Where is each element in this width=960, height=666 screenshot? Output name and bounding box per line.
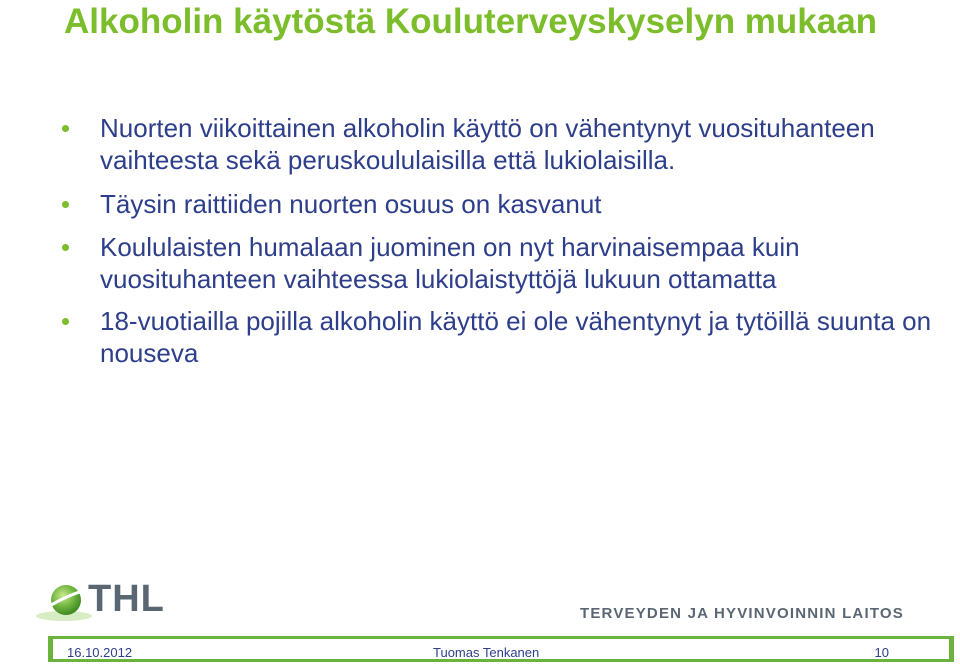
bullet-dot-icon [62, 125, 69, 132]
bullet-dot-icon [62, 201, 69, 208]
page-number: 10 [874, 645, 889, 660]
bullet-text: Nuorten viikoittainen alkoholin käyttö on vähentynyt vuosituhanteen vaihteesta sekä peruskoululaisilla että lukiolaisilla. [100, 113, 875, 175]
footer-bar [48, 636, 954, 662]
organization-name: TERVEYDEN JA HYVINVOINNIN LAITOS [579, 605, 904, 622]
slide-title: Alkoholin käytöstä Kouluterveyskyselyn mukaan [64, 2, 878, 41]
bullet-text: 18-vuotiailla pojilla alkoholin käyttö ei ole vähentynyt ja tytöillä suunta on nouseva [100, 306, 932, 368]
bullet-list [58, 112, 938, 369]
bullet-item [58, 112, 938, 176]
bullet-item [58, 231, 938, 295]
footer-date: 16.10.2012 [67, 645, 133, 660]
footer-author: Tuomas Tenkanen [433, 645, 540, 660]
bullet-item [58, 188, 938, 220]
footer-inner [53, 639, 949, 659]
bullet-dot-icon [62, 244, 69, 251]
bullet-text: Täysin raittiiden nuorten osuus on kasvanut [100, 189, 602, 219]
bullet-item [58, 305, 938, 369]
bullet-dot-icon [62, 318, 69, 325]
logo-text: THL [88, 578, 165, 620]
bullet-text: Koululaisten humalaan juominen on nyt harvinaisempaa kuin vuosituhanteen vaihteessa lukiolaistyttöjä lukuun ottamatta [100, 232, 800, 294]
